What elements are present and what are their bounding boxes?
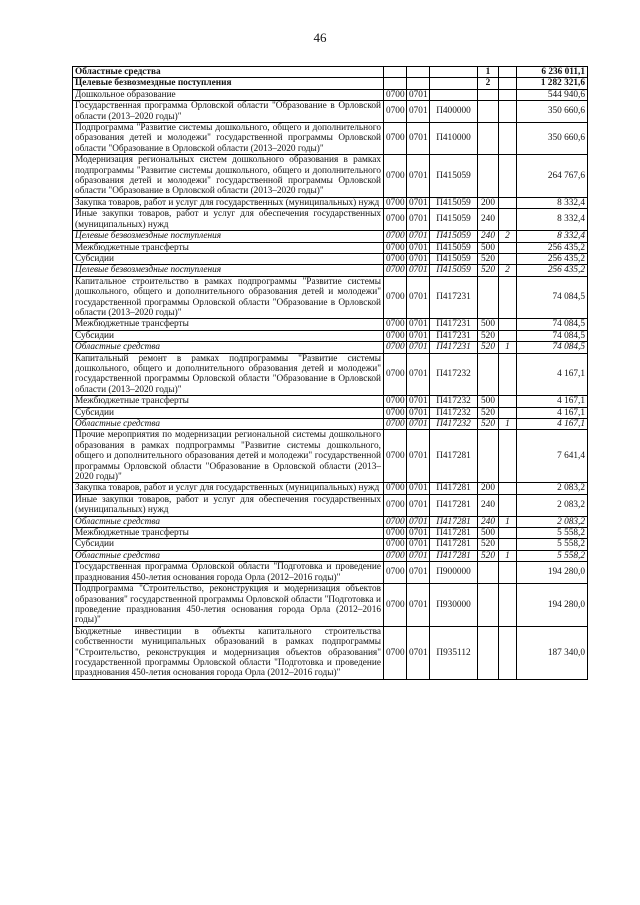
target-article-code: П417281	[430, 494, 478, 516]
section-code: 0700	[384, 396, 407, 407]
target-article-code: П417231	[430, 330, 478, 341]
target-article-code: П415059	[430, 242, 478, 253]
amount: 264 767,6	[517, 155, 588, 198]
amount: 74 084,5	[517, 342, 588, 353]
section-code: 0700	[384, 494, 407, 516]
subsection-code: 0701	[407, 419, 430, 430]
amount: 256 435,2	[517, 253, 588, 264]
row-name: Целевые безвозмездные поступления	[73, 231, 384, 242]
table-row	[73, 483, 588, 494]
row-name: Государственная программа Орловской области "Образование в Орловской области (2013–2020 годы)"	[73, 101, 384, 123]
row-name: Областные средства	[73, 342, 384, 353]
target-article-code: П417281	[430, 539, 478, 550]
row-name: Межбюджетные трансферты	[73, 528, 384, 539]
funding-source-code	[499, 197, 517, 208]
table-row	[73, 419, 588, 430]
table-row	[73, 242, 588, 253]
row-name: Капитальное строительство в рамках подпрограммы "Развитие системы дошкольного, общего и дополнительного образования детей и молодежи" государственной программы Орловской области "Образование в Орловской области (2013–2020 годы)"	[73, 276, 384, 319]
row-name: Капитальный ремонт в рамках подпрограммы "Развитие системы дошкольного, общего и дополнительного образования детей и молодежи" государственной программы Орловской области "Образование в Орловской области (2013–2020 годы)"	[73, 353, 384, 396]
row-name: Государственная программа Орловской области "Подготовка и проведение празднования 450-летия основания города Орла (2012–2016 годы)"	[73, 562, 384, 584]
expense-type-code: 500	[478, 396, 499, 407]
subsection-code	[407, 67, 430, 78]
subsection-code: 0701	[407, 342, 430, 353]
amount: 350 660,6	[517, 101, 588, 123]
amount: 74 084,5	[517, 330, 588, 341]
expense-type-code: 520	[478, 407, 499, 418]
amount: 4 167,1	[517, 353, 588, 396]
amount: 2 083,2	[517, 494, 588, 516]
target-article-code: П930000	[430, 584, 478, 627]
funding-source-code	[499, 242, 517, 253]
row-name: Межбюджетные трансферты	[73, 242, 384, 253]
table-row	[73, 396, 588, 407]
subsection-code: 0701	[407, 516, 430, 527]
target-article-code: П415059	[430, 253, 478, 264]
amount: 187 340,0	[517, 626, 588, 679]
subsection-code: 0701	[407, 562, 430, 584]
section-code	[384, 78, 407, 89]
expense-type-code	[478, 101, 499, 123]
amount: 2 083,2	[517, 516, 588, 527]
funding-source-code: 1	[499, 516, 517, 527]
target-article-code: П415059	[430, 231, 478, 242]
funding-source-code: 1	[499, 342, 517, 353]
amount: 194 280,0	[517, 584, 588, 627]
table-row	[73, 626, 588, 679]
funding-source-code	[499, 276, 517, 319]
funding-source-code	[499, 78, 517, 89]
row-name: Областные средства	[73, 419, 384, 430]
amount: 4 167,1	[517, 407, 588, 418]
expense-type-code	[478, 430, 499, 483]
row-name: Межбюджетные трансферты	[73, 396, 384, 407]
row-name: Областные средства	[73, 516, 384, 527]
section-code	[384, 67, 407, 78]
subsection-code: 0701	[407, 539, 430, 550]
expense-type-code	[478, 584, 499, 627]
section-code: 0700	[384, 483, 407, 494]
table-row	[73, 78, 588, 89]
section-code: 0700	[384, 319, 407, 330]
subsection-code: 0701	[407, 396, 430, 407]
expense-type-code: 500	[478, 528, 499, 539]
table-row	[73, 430, 588, 483]
section-code: 0700	[384, 430, 407, 483]
funding-source-code	[499, 123, 517, 155]
subsection-code: 0701	[407, 265, 430, 276]
target-article-code	[430, 67, 478, 78]
row-name: Закупка товаров, работ и услуг для государственных (муниципальных) нужд	[73, 483, 384, 494]
row-name: Бюджетные инвестиции в объекты капитального строительства собственности муниципальных образований в рамках подпрограммы "Строительство, реконструкция и модернизация объектов образования" государственной программы Орловской области "Подготовка и проведение празднования 450-летия основания города Орла (2012–2016 годы)"	[73, 626, 384, 679]
amount: 5 558,2	[517, 550, 588, 561]
section-code: 0700	[384, 209, 407, 231]
section-code: 0700	[384, 539, 407, 550]
target-article-code: П400000	[430, 101, 478, 123]
target-article-code: П417231	[430, 276, 478, 319]
subsection-code	[407, 78, 430, 89]
funding-source-code	[499, 209, 517, 231]
subsection-code: 0701	[407, 123, 430, 155]
expense-type-code: 2	[478, 78, 499, 89]
budget-table-body	[73, 67, 588, 680]
row-name: Областные средства	[73, 550, 384, 561]
section-code: 0700	[384, 562, 407, 584]
funding-source-code	[499, 626, 517, 679]
subsection-code: 0701	[407, 330, 430, 341]
expense-type-code	[478, 155, 499, 198]
row-name: Дошкольное образование	[73, 89, 384, 100]
table-row	[73, 319, 588, 330]
subsection-code: 0701	[407, 483, 430, 494]
table-row	[73, 353, 588, 396]
subsection-code: 0701	[407, 231, 430, 242]
target-article-code: П417281	[430, 528, 478, 539]
expense-type-code: 1	[478, 67, 499, 78]
section-code: 0700	[384, 231, 407, 242]
expense-type-code: 240	[478, 209, 499, 231]
target-article-code	[430, 89, 478, 100]
expense-type-code	[478, 562, 499, 584]
page-number: 46	[313, 30, 327, 45]
target-article-code: П417232	[430, 419, 478, 430]
target-article-code	[430, 78, 478, 89]
funding-source-code: 2	[499, 265, 517, 276]
funding-source-code: 1	[499, 550, 517, 561]
amount: 350 660,6	[517, 123, 588, 155]
amount: 5 558,2	[517, 539, 588, 550]
target-article-code: П417231	[430, 342, 478, 353]
row-name: Модернизация региональных систем дошкольного образования в рамках подпрограммы "Развитие системы дошкольного, общего и дополнительного образования детей и молодежи" государственной программы Орловской области "Образование в Орловской области (2013–2020 годы)"	[73, 155, 384, 198]
subsection-code: 0701	[407, 494, 430, 516]
table-row	[73, 516, 588, 527]
amount: 2 083,2	[517, 483, 588, 494]
table-row	[73, 584, 588, 627]
expense-type-code: 240	[478, 494, 499, 516]
row-name: Закупка товаров, работ и услуг для государственных (муниципальных) нужд	[73, 197, 384, 208]
target-article-code: П415059	[430, 197, 478, 208]
table-row	[73, 265, 588, 276]
table-row	[73, 123, 588, 155]
table-row	[73, 209, 588, 231]
budget-table	[72, 66, 588, 680]
row-name: Субсидии	[73, 539, 384, 550]
table-row	[73, 342, 588, 353]
target-article-code: П415059	[430, 265, 478, 276]
row-name: Иные закупки товаров, работ и услуг для обеспечения государственных (муниципальных) нужд	[73, 494, 384, 516]
expense-type-code	[478, 276, 499, 319]
section-code: 0700	[384, 516, 407, 527]
target-article-code: П417281	[430, 483, 478, 494]
amount: 8 332,4	[517, 209, 588, 231]
expense-type-code: 240	[478, 231, 499, 242]
target-article-code: П410000	[430, 123, 478, 155]
row-name: Областные средства	[73, 67, 384, 78]
subsection-code: 0701	[407, 253, 430, 264]
expense-type-code: 520	[478, 330, 499, 341]
row-name: Субсидии	[73, 253, 384, 264]
section-code: 0700	[384, 242, 407, 253]
row-name: Субсидии	[73, 330, 384, 341]
expense-type-code: 520	[478, 419, 499, 430]
funding-source-code	[499, 407, 517, 418]
amount: 5 558,2	[517, 528, 588, 539]
section-code: 0700	[384, 101, 407, 123]
amount: 8 332,4	[517, 197, 588, 208]
section-code: 0700	[384, 123, 407, 155]
section-code: 0700	[384, 155, 407, 198]
target-article-code: П900000	[430, 562, 478, 584]
funding-source-code	[499, 539, 517, 550]
section-code: 0700	[384, 528, 407, 539]
expense-type-code	[478, 626, 499, 679]
funding-source-code	[499, 155, 517, 198]
expense-type-code: 520	[478, 550, 499, 561]
funding-source-code	[499, 353, 517, 396]
amount: 256 435,2	[517, 242, 588, 253]
row-name: Субсидии	[73, 407, 384, 418]
expense-type-code	[478, 353, 499, 396]
table-row	[73, 67, 588, 78]
expense-type-code	[478, 89, 499, 100]
section-code: 0700	[384, 265, 407, 276]
funding-source-code	[499, 562, 517, 584]
amount: 1 282 321,6	[517, 78, 588, 89]
subsection-code: 0701	[407, 550, 430, 561]
funding-source-code	[499, 319, 517, 330]
subsection-code: 0701	[407, 528, 430, 539]
expense-type-code: 520	[478, 253, 499, 264]
section-code: 0700	[384, 253, 407, 264]
subsection-code: 0701	[407, 319, 430, 330]
amount: 544 940,6	[517, 89, 588, 100]
subsection-code: 0701	[407, 101, 430, 123]
funding-source-code	[499, 483, 517, 494]
expense-type-code	[478, 123, 499, 155]
section-code: 0700	[384, 626, 407, 679]
amount: 4 167,1	[517, 419, 588, 430]
row-name: Подпрограмма "Строительство, реконструкция и модернизация объектов образования" государственной программы Орловской области "Подготовка и проведение празднования 450-летия основания города Орла (2012–2016 годы)"	[73, 584, 384, 627]
subsection-code: 0701	[407, 155, 430, 198]
amount: 256 435,2	[517, 265, 588, 276]
section-code: 0700	[384, 584, 407, 627]
subsection-code: 0701	[407, 626, 430, 679]
amount: 4 167,1	[517, 396, 588, 407]
expense-type-code: 520	[478, 342, 499, 353]
target-article-code: П417281	[430, 430, 478, 483]
table-row	[73, 253, 588, 264]
subsection-code: 0701	[407, 209, 430, 231]
row-name: Межбюджетные трансферты	[73, 319, 384, 330]
target-article-code: П415059	[430, 209, 478, 231]
section-code: 0700	[384, 330, 407, 341]
target-article-code: П417281	[430, 516, 478, 527]
target-article-code: П935112	[430, 626, 478, 679]
target-article-code: П417232	[430, 396, 478, 407]
table-row	[73, 494, 588, 516]
expense-type-code: 520	[478, 539, 499, 550]
funding-source-code	[499, 89, 517, 100]
section-code: 0700	[384, 197, 407, 208]
expense-type-code: 200	[478, 197, 499, 208]
table-row	[73, 276, 588, 319]
funding-source-code	[499, 396, 517, 407]
table-row	[73, 550, 588, 561]
section-code: 0700	[384, 276, 407, 319]
table-row	[73, 330, 588, 341]
amount: 6 236 011,1	[517, 67, 588, 78]
expense-type-code: 500	[478, 319, 499, 330]
amount: 8 332,4	[517, 231, 588, 242]
target-article-code: П417281	[430, 550, 478, 561]
funding-source-code: 1	[499, 419, 517, 430]
amount: 74 084,5	[517, 276, 588, 319]
target-article-code: П417232	[430, 353, 478, 396]
table-row	[73, 528, 588, 539]
section-code: 0700	[384, 407, 407, 418]
funding-source-code	[499, 584, 517, 627]
table-row	[73, 407, 588, 418]
subsection-code: 0701	[407, 407, 430, 418]
funding-source-code	[499, 253, 517, 264]
section-code: 0700	[384, 419, 407, 430]
target-article-code: П417232	[430, 407, 478, 418]
row-name: Целевые безвозмездные поступления	[73, 78, 384, 89]
section-code: 0700	[384, 342, 407, 353]
subsection-code: 0701	[407, 89, 430, 100]
subsection-code: 0701	[407, 584, 430, 627]
table-row	[73, 562, 588, 584]
table-row	[73, 101, 588, 123]
row-name: Целевые безвозмездные поступления	[73, 265, 384, 276]
subsection-code: 0701	[407, 430, 430, 483]
table-row	[73, 231, 588, 242]
target-article-code: П415059	[430, 155, 478, 198]
subsection-code: 0701	[407, 276, 430, 319]
expense-type-code: 500	[478, 242, 499, 253]
section-code: 0700	[384, 353, 407, 396]
expense-type-code: 520	[478, 265, 499, 276]
row-name: Прочие мероприятия по модернизации региональной системы дошкольного образования в рамках подпрограммы "Развитие системы дошкольного, общего и дополнительного образования детей и молодежи" государственной программы Орловской области "Образование в Орловской области (2013–2020 годы)"	[73, 430, 384, 483]
funding-source-code: 2	[499, 231, 517, 242]
table-row	[73, 155, 588, 198]
table-row	[73, 197, 588, 208]
table-row	[73, 89, 588, 100]
amount: 194 280,0	[517, 562, 588, 584]
funding-source-code	[499, 330, 517, 341]
funding-source-code	[499, 494, 517, 516]
amount: 74 084,5	[517, 319, 588, 330]
subsection-code: 0701	[407, 197, 430, 208]
subsection-code: 0701	[407, 353, 430, 396]
funding-source-code	[499, 528, 517, 539]
subsection-code: 0701	[407, 242, 430, 253]
expense-type-code: 240	[478, 516, 499, 527]
funding-source-code	[499, 67, 517, 78]
section-code: 0700	[384, 89, 407, 100]
section-code: 0700	[384, 550, 407, 561]
row-name: Иные закупки товаров, работ и услуг для обеспечения государственных (муниципальных) нужд	[73, 209, 384, 231]
expense-type-code: 200	[478, 483, 499, 494]
target-article-code: П417231	[430, 319, 478, 330]
funding-source-code	[499, 101, 517, 123]
amount: 7 641,4	[517, 430, 588, 483]
row-name: Подпрограмма "Развитие системы дошкольного, общего и дополнительного образования детей и молодежи" государственной программы Орловской области "Образование в Орловской области (2013–2020 годы)"	[73, 123, 384, 155]
funding-source-code	[499, 430, 517, 483]
table-row	[73, 539, 588, 550]
